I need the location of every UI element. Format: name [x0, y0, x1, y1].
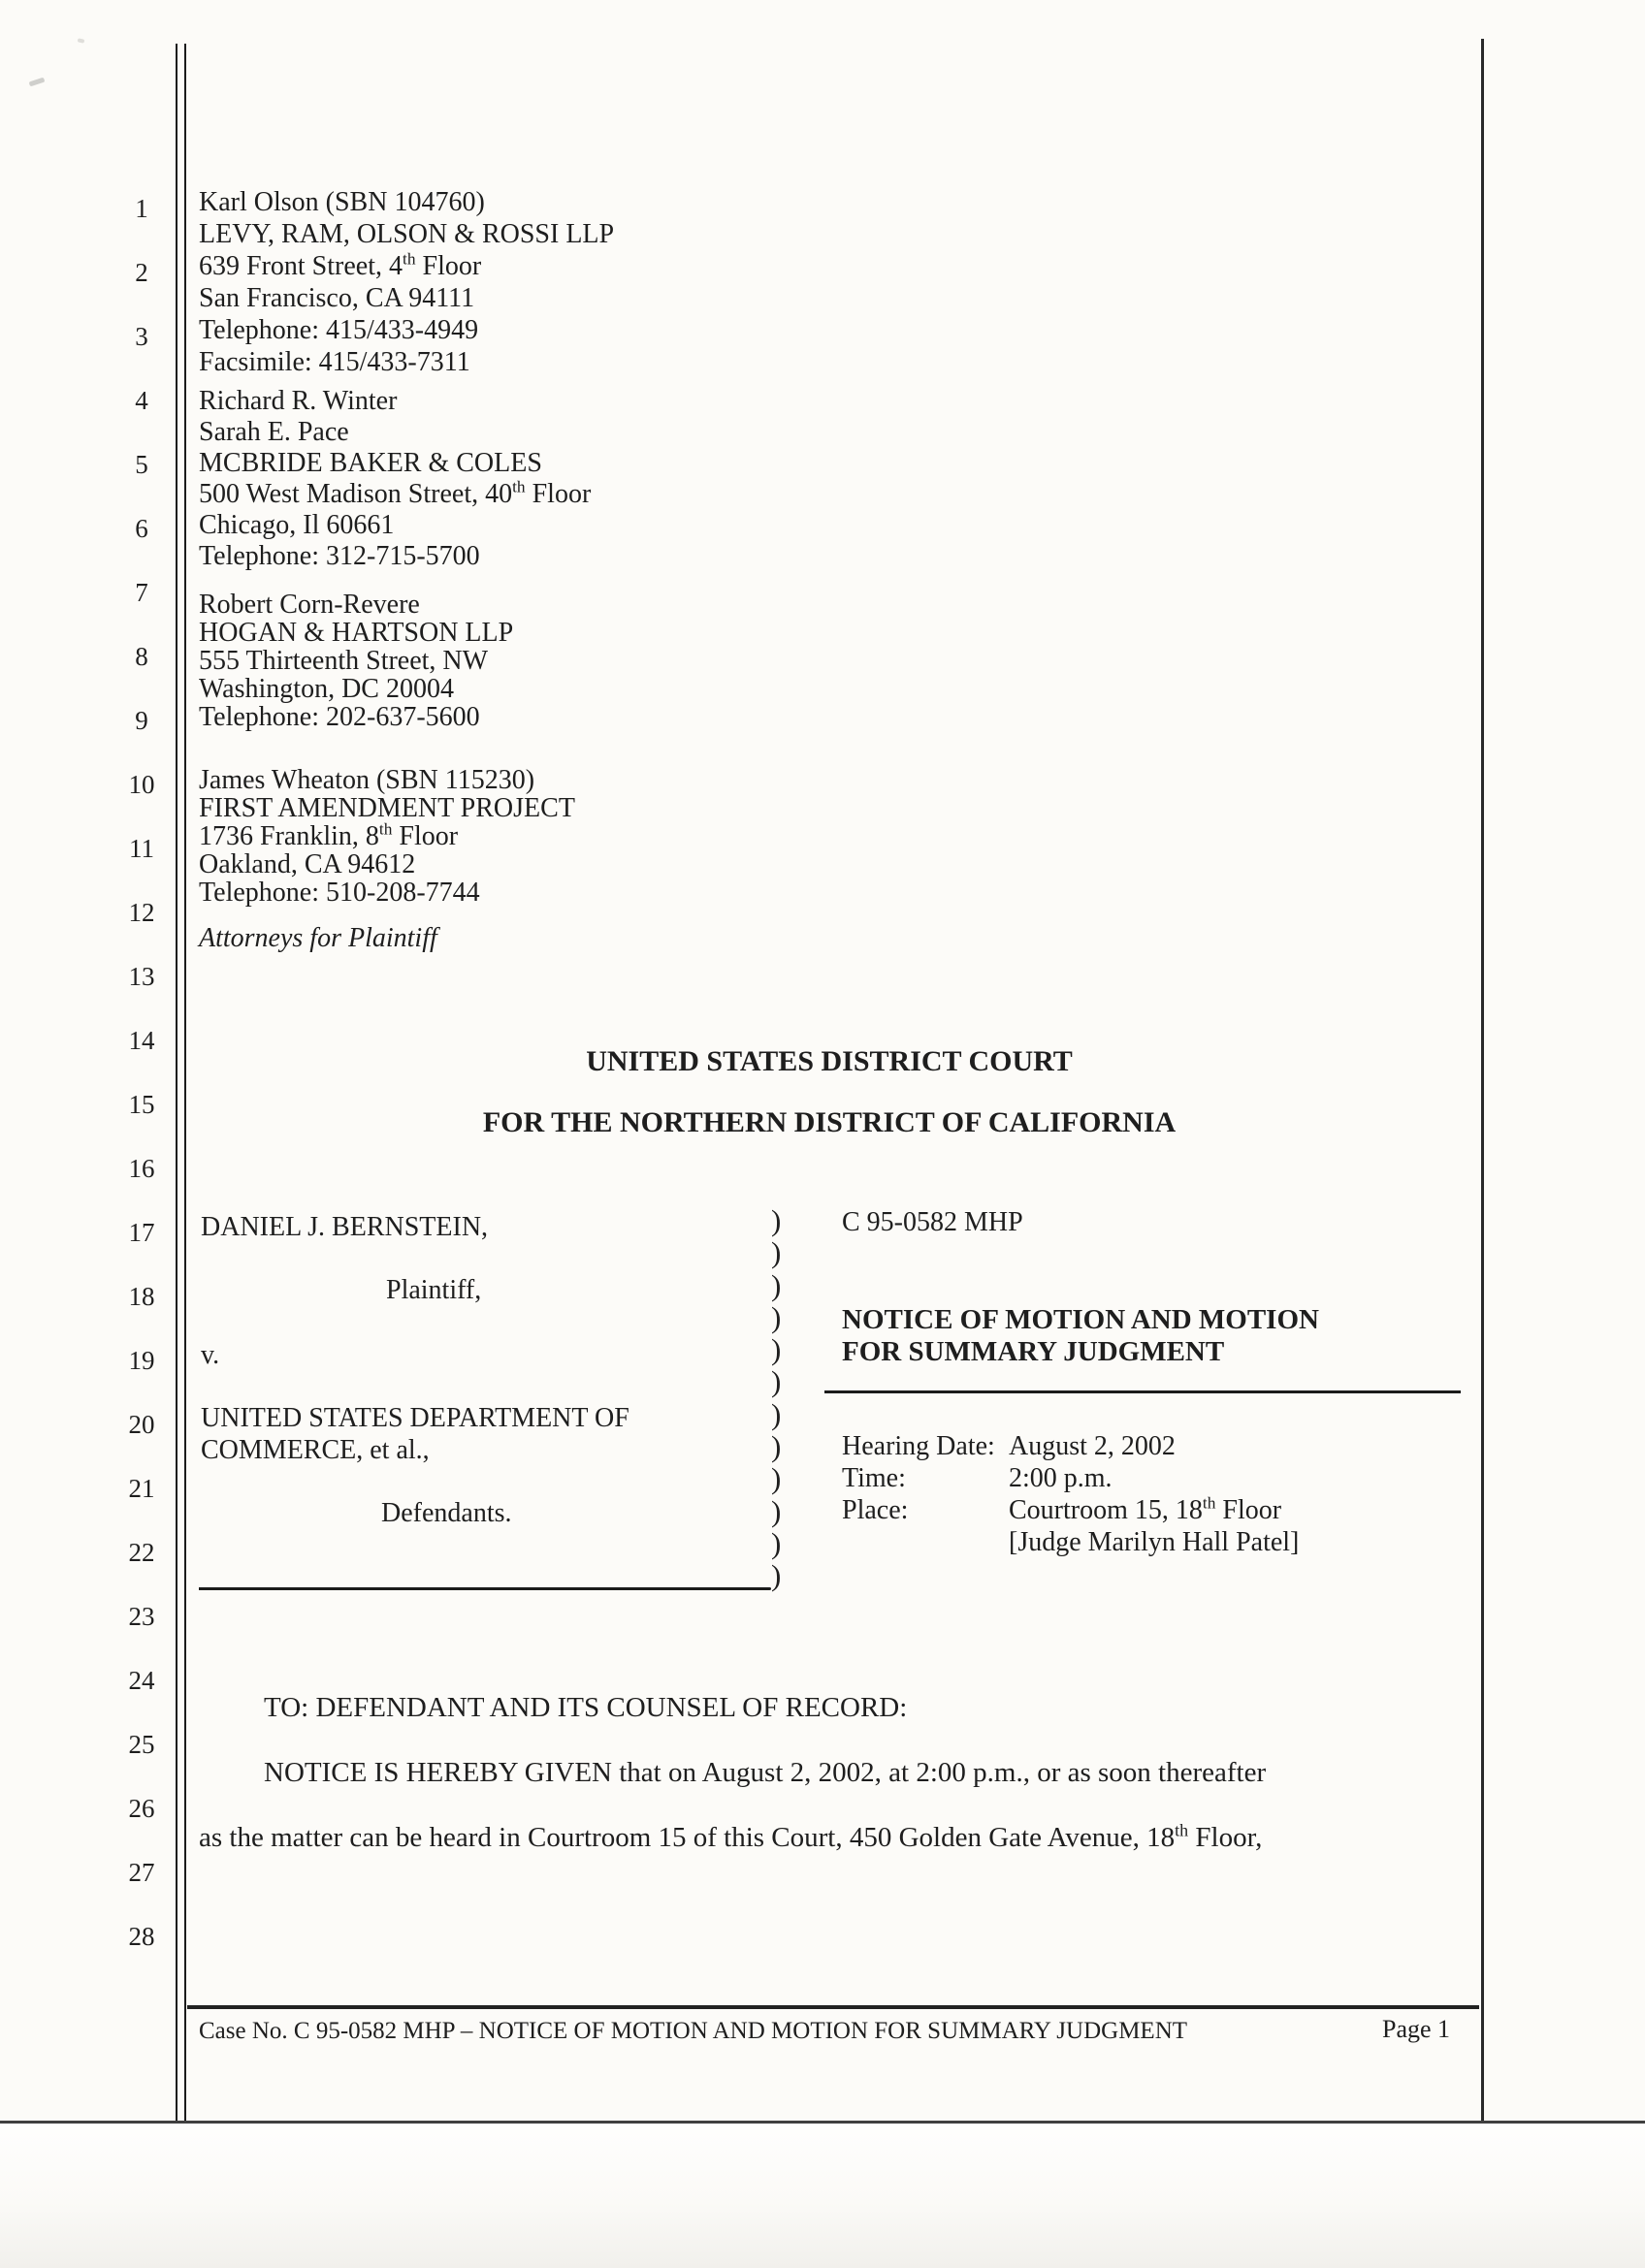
defendant-name-line2: COMMERCE, et al.,	[201, 1435, 430, 1465]
line-number: 19	[128, 1346, 155, 1375]
facsimile-line: Facsimile: 415/433-7311	[199, 347, 470, 377]
address-line: Chicago, Il 60661	[199, 510, 395, 540]
line-number: 11	[129, 834, 154, 863]
attorney-name: Karl Olson (SBN 104760)	[199, 187, 485, 217]
scanner-background	[0, 2124, 1645, 2268]
line-number-column	[114, 176, 169, 1968]
line-number: 3	[135, 322, 148, 351]
case-number: C 95-0582 MHP	[842, 1207, 1023, 1237]
line-number: 8	[135, 642, 148, 671]
footer-page-number: Page 1	[1382, 2015, 1451, 2043]
address-line: Washington, DC 20004	[199, 674, 454, 704]
address-line: 500 West Madison Street, 40th Floor	[199, 477, 592, 509]
defendant-name-line1: UNITED STATES DEPARTMENT OF	[201, 1403, 629, 1433]
line-number: 13	[128, 962, 155, 991]
attorney-block-winter	[199, 386, 591, 572]
telephone-line: Telephone: 415/433-4949	[199, 315, 479, 345]
defendant-role: Defendants.	[381, 1498, 512, 1528]
line-number: 16	[128, 1154, 155, 1183]
pleading-right-rule	[1481, 39, 1484, 2122]
hearing-place-label: Place:	[842, 1495, 909, 1525]
hearing-time-value: 2:00 p.m.	[1009, 1463, 1113, 1493]
hearing-date-value: August 2, 2002	[1009, 1431, 1176, 1461]
law-firm-name: HOGAN & HARTSON LLP	[199, 618, 514, 648]
caption-brace-glyph: )	[771, 1429, 782, 1464]
caption-brace-glyph: )	[771, 1299, 782, 1334]
address-line: 555 Thirteenth Street, NW	[199, 646, 489, 676]
line-number: 21	[128, 1474, 155, 1503]
line-number: 18	[128, 1282, 155, 1311]
caption-brace-glyph: )	[771, 1235, 782, 1270]
line-number: 6	[135, 514, 148, 543]
address-line: San Francisco, CA 94111	[199, 283, 475, 313]
motion-title-line1: NOTICE OF MOTION AND MOTION	[842, 1304, 1319, 1335]
line-number: 1	[135, 194, 148, 223]
caption-brace-glyph: )	[771, 1558, 782, 1593]
caption-brace-glyph: )	[771, 1525, 782, 1560]
line-number: 15	[128, 1090, 155, 1119]
line-number: 10	[128, 770, 155, 799]
line-number: 17	[128, 1218, 155, 1247]
caption-brace-glyph: )	[771, 1396, 782, 1431]
motion-title-rule	[824, 1390, 1461, 1393]
telephone-line: Telephone: 510-208-7744	[199, 878, 480, 908]
line-number: 12	[128, 898, 155, 927]
body-notice-line1: NOTICE IS HEREBY GIVEN that on August 2, 2002, at 2:00 p.m., or as soon thereafter	[264, 1757, 1267, 1788]
scan-artifact	[29, 78, 46, 87]
line-number: 28	[128, 1922, 155, 1951]
motion-title-line2: FOR SUMMARY JUDGMENT	[842, 1336, 1225, 1367]
line-number: 20	[128, 1410, 155, 1439]
line-number: 9	[135, 706, 148, 735]
attorney-block-olson	[199, 186, 614, 378]
court-title: UNITED STATES DISTRICT COURT	[586, 1045, 1073, 1077]
line-number: 7	[135, 578, 148, 607]
caption-brace-glyph: )	[771, 1332, 782, 1367]
line-number: 22	[128, 1538, 155, 1567]
line-number: 14	[128, 1026, 155, 1055]
caption-brace-glyph: )	[771, 1493, 782, 1528]
hearing-judge-value: [Judge Marilyn Hall Patel]	[1009, 1527, 1300, 1557]
line-number: 26	[128, 1794, 155, 1823]
footer-case-title: Case No. C 95-0582 MHP – NOTICE OF MOTION AND MOTION FOR SUMMARY JUDGMENT	[199, 2018, 1188, 2044]
footer-rule	[187, 2005, 1479, 2009]
line-number: 23	[128, 1602, 155, 1631]
line-number: 2	[135, 258, 148, 287]
hearing-place-value: Courtroom 15, 18th Floor	[1009, 1493, 1282, 1525]
court-district-title: FOR THE NORTHERN DISTRICT OF CALIFORNIA	[482, 1106, 1177, 1138]
attorney-name: James Wheaton (SBN 115230)	[199, 765, 535, 795]
attorneys-for-plaintiff-line: Attorneys for Plaintiff	[199, 923, 437, 953]
caption-brace-glyph: )	[771, 1203, 782, 1237]
law-firm-name: FIRST AMENDMENT PROJECT	[199, 793, 575, 823]
plaintiff-role: Plaintiff,	[386, 1275, 482, 1305]
address-line: 639 Front Street, 4th Floor	[199, 249, 482, 281]
pleading-left-double-rule	[176, 44, 186, 2124]
scan-artifact	[78, 38, 85, 43]
caption-close-line	[199, 1587, 771, 1590]
attorney-block-corn-revere	[199, 591, 513, 731]
line-number: 5	[135, 450, 148, 479]
line-number: 4	[135, 386, 148, 415]
plaintiff-name: DANIEL J. BERNSTEIN,	[201, 1212, 489, 1242]
law-firm-name: MCBRIDE BAKER & COLES	[199, 448, 542, 478]
versus: v.	[201, 1340, 220, 1370]
attorney-name: Richard R. Winter	[199, 386, 398, 416]
law-firm-name: LEVY, RAM, OLSON & ROSSI LLP	[199, 219, 615, 249]
hearing-date-label: Hearing Date:	[842, 1431, 995, 1461]
attorney-name: Sarah E. Pace	[199, 417, 349, 447]
telephone-line: Telephone: 312-715-5700	[199, 541, 480, 571]
body-to-line: TO: DEFENDANT AND ITS COUNSEL OF RECORD:	[264, 1692, 908, 1723]
line-number: 25	[128, 1730, 155, 1759]
line-number: 27	[128, 1858, 155, 1887]
address-line: Oakland, CA 94612	[199, 849, 416, 879]
line-number: 24	[128, 1666, 155, 1695]
caption-brace-glyph: )	[771, 1364, 782, 1399]
attorney-name: Robert Corn-Revere	[199, 590, 420, 620]
attorney-block-wheaton	[199, 766, 575, 907]
body-notice-line2: as the matter can be heard in Courtroom 15 of this Court, 450 Golden Gate Avenue, 18th Floor,	[199, 1820, 1263, 1853]
address-line: 1736 Franklin, 8th Floor	[199, 819, 459, 851]
caption-brace-glyph: )	[771, 1461, 782, 1496]
telephone-line: Telephone: 202-637-5600	[199, 702, 480, 732]
hearing-time-label: Time:	[842, 1463, 906, 1493]
caption-brace-column	[771, 1204, 800, 1592]
caption-brace-glyph: )	[771, 1267, 782, 1302]
